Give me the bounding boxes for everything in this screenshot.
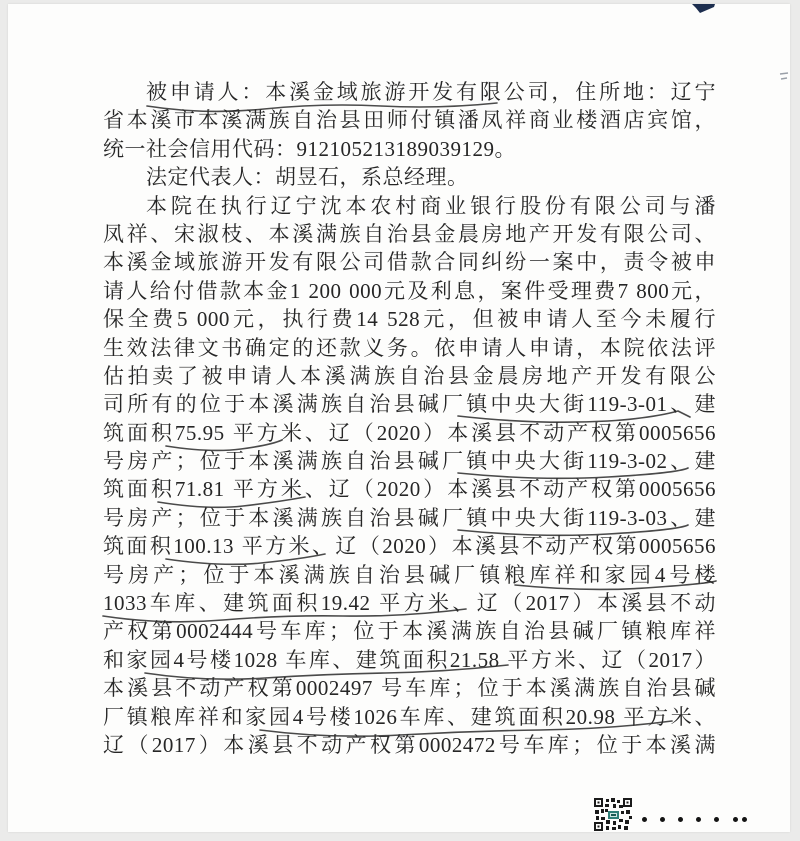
text-line: 估拍卖了被申请人本溪满族自治县金晨房地产开发有限公 [103, 363, 716, 388]
text-line: 凤祥、宋淑枝、本溪满族自治县金晨房地产开发有限公司、 [103, 221, 716, 246]
text-line: 被申请人：本溪金域旅游开发有限公司，住所地：辽宁 [146, 80, 716, 104]
corner-mark-icon [688, 4, 718, 16]
qr-code-icon [593, 798, 633, 831]
separator-dot [714, 817, 719, 822]
text-line: 厂镇粮库祥和家园4号楼1026车库、建筑面积20.98 平方米、 [103, 704, 716, 729]
text-line: 省本溪市本溪满族自治县田师付镇潘凤祥商业楼酒店宾馆， [103, 108, 716, 133]
text-line: 1033车库、建筑面积19.42 平方米、辽（2017）本溪县不动 [103, 591, 716, 616]
separator-dot [742, 817, 747, 822]
text-line: 号房产；位于本溪满族自治县碱厂镇粮库祥和家园4号楼 [103, 562, 716, 587]
text-line: 号房产；位于本溪满族自治县碱厂镇中央大街119-3-03、建 [103, 505, 716, 530]
text-line: 辽（2017）本溪县不动产权第0002472号车库；位于本溪满 [103, 732, 716, 757]
document-page [8, 4, 790, 832]
text-line: 保全费5 000元，执行费14 528元，但被申请人至今未履行 [103, 307, 716, 332]
text-line: 号房产；位于本溪满族自治县碱厂镇中央大街119-3-02、建 [103, 449, 716, 474]
text-line: 法定代表人：胡昱石，系总经理。 [146, 165, 469, 190]
scan-artifact [778, 70, 790, 84]
separator-dot [642, 817, 647, 822]
text-line: 筑面积75.95 平方米、辽（2020）本溪县不动产权第0005656 [103, 420, 716, 445]
separator-dot [733, 817, 738, 822]
text-line: 本溪金域旅游开发有限公司借款合同纠纷一案中，责令被申 [103, 250, 716, 275]
text-line: 筑面积71.81 平方米、辽（2020）本溪县不动产权第0005656 [103, 477, 716, 502]
text-line: 和家园4号楼1028 车库、建筑面积21.58 平方米、辽（2017） [103, 647, 716, 672]
text-line: 本院在执行辽宁沈本农村商业银行股份有限公司与潘 [146, 193, 716, 218]
text-line: 产权第0002444号车库；位于本溪满族自治县碱厂镇粮库祥 [103, 619, 716, 644]
document-text [103, 78, 716, 759]
text-line: 请人给付借款本金1 200 000元及利息，案件受理费7 800元， [103, 278, 716, 303]
text-line: 本溪县不动产权第0002497 号车库；位于本溪满族自治县碱 [103, 676, 716, 701]
separator-dot [696, 817, 701, 822]
text-line: 生效法律文书确定的还款义务。依申请人申请，本院依法评 [103, 335, 716, 360]
separator-dot [660, 817, 665, 822]
text-line: 司所有的位于本溪满族自治县碱厂镇中央大街119-3-01、建 [103, 392, 716, 417]
separator-dot [678, 817, 683, 822]
text-line: 统一社会信用代码：912105213189039129。 [103, 136, 516, 161]
text-line: 筑面积100.13 平方米、辽（2020）本溪县不动产权第0005656 [103, 534, 716, 559]
